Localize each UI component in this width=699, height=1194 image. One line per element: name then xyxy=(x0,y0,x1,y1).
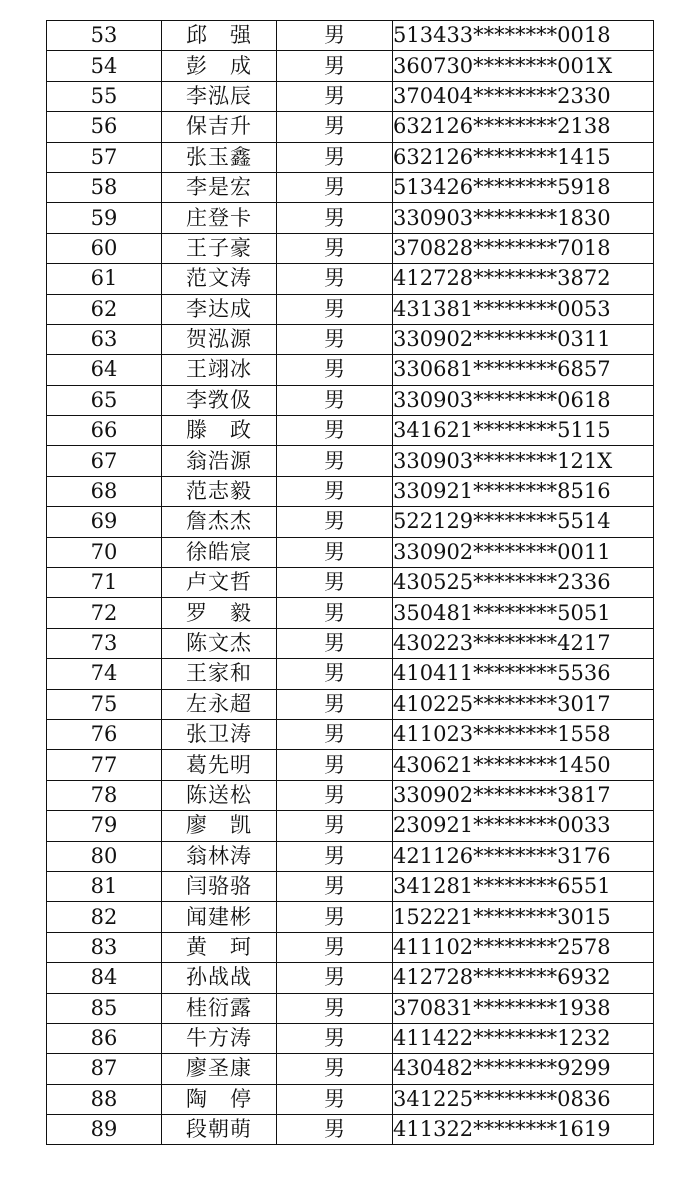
row-name: 牛方涛 xyxy=(162,1023,277,1053)
table-row xyxy=(47,719,654,749)
table-row xyxy=(47,537,654,567)
row-name: 翁林涛 xyxy=(162,841,277,871)
row-name: 陶 停 xyxy=(162,1084,277,1114)
row-gender: 男 xyxy=(277,172,393,202)
table-row xyxy=(47,628,654,658)
row-gender: 男 xyxy=(277,537,393,567)
table-row xyxy=(47,750,654,780)
row-id-number: 341621********5115 xyxy=(393,416,654,446)
row-id-number: 430621********1450 xyxy=(393,750,654,780)
row-name: 李是宏 xyxy=(162,172,277,202)
row-id-number: 412728********3872 xyxy=(393,264,654,294)
row-gender: 男 xyxy=(277,780,393,810)
row-name: 孙战战 xyxy=(162,963,277,993)
row-name: 范文涛 xyxy=(162,264,277,294)
row-id-number: 341281********6551 xyxy=(393,871,654,901)
row-gender: 男 xyxy=(277,719,393,749)
table-row xyxy=(47,659,654,689)
row-number: 71 xyxy=(47,568,162,598)
table-row xyxy=(47,841,654,871)
table-row xyxy=(47,811,654,841)
table-row xyxy=(47,1023,654,1053)
row-name: 桂衍露 xyxy=(162,993,277,1023)
row-id-number: 370831********1938 xyxy=(393,993,654,1023)
row-number: 63 xyxy=(47,324,162,354)
table-row xyxy=(47,1054,654,1084)
row-number: 83 xyxy=(47,932,162,962)
row-name: 葛先明 xyxy=(162,750,277,780)
row-id-number: 411102********2578 xyxy=(393,932,654,962)
row-number: 64 xyxy=(47,355,162,385)
row-gender: 男 xyxy=(277,598,393,628)
row-number: 82 xyxy=(47,902,162,932)
row-name: 庄登卡 xyxy=(162,203,277,233)
row-number: 57 xyxy=(47,142,162,172)
row-gender: 男 xyxy=(277,871,393,901)
row-name: 左永超 xyxy=(162,689,277,719)
row-name: 翁浩源 xyxy=(162,446,277,476)
row-id-number: 513433********0018 xyxy=(393,21,654,51)
row-number: 86 xyxy=(47,1023,162,1053)
row-number: 66 xyxy=(47,416,162,446)
table-row xyxy=(47,355,654,385)
table-row xyxy=(47,993,654,1023)
row-id-number: 330903********1830 xyxy=(393,203,654,233)
row-id-number: 430223********4217 xyxy=(393,628,654,658)
row-name: 陈文杰 xyxy=(162,628,277,658)
roster-body xyxy=(47,21,654,1145)
row-gender: 男 xyxy=(277,264,393,294)
row-name: 黄 珂 xyxy=(162,932,277,962)
row-gender: 男 xyxy=(277,324,393,354)
row-number: 87 xyxy=(47,1054,162,1084)
row-id-number: 522129********5514 xyxy=(393,507,654,537)
row-gender: 男 xyxy=(277,750,393,780)
row-name: 陈送松 xyxy=(162,780,277,810)
row-id-number: 330903********0618 xyxy=(393,385,654,415)
table-row xyxy=(47,507,654,537)
row-gender: 男 xyxy=(277,416,393,446)
row-id-number: 632126********2138 xyxy=(393,112,654,142)
row-name: 李达成 xyxy=(162,294,277,324)
row-gender: 男 xyxy=(277,811,393,841)
row-number: 58 xyxy=(47,172,162,202)
table-row xyxy=(47,780,654,810)
row-gender: 男 xyxy=(277,963,393,993)
table-row xyxy=(47,264,654,294)
row-name: 闫骆骆 xyxy=(162,871,277,901)
row-name: 罗 毅 xyxy=(162,598,277,628)
row-name: 贺泓源 xyxy=(162,324,277,354)
row-number: 59 xyxy=(47,203,162,233)
row-name: 徐皓宸 xyxy=(162,537,277,567)
table-row xyxy=(47,871,654,901)
row-number: 85 xyxy=(47,993,162,1023)
row-id-number: 513426********5918 xyxy=(393,172,654,202)
roster-table xyxy=(46,20,654,1145)
row-number: 60 xyxy=(47,233,162,263)
table-row xyxy=(47,902,654,932)
row-id-number: 632126********1415 xyxy=(393,142,654,172)
row-id-number: 350481********5051 xyxy=(393,598,654,628)
row-number: 65 xyxy=(47,385,162,415)
table-row xyxy=(47,233,654,263)
table-row xyxy=(47,689,654,719)
row-gender: 男 xyxy=(277,112,393,142)
row-name: 滕 政 xyxy=(162,416,277,446)
row-gender: 男 xyxy=(277,568,393,598)
row-number: 81 xyxy=(47,871,162,901)
row-gender: 男 xyxy=(277,21,393,51)
row-number: 88 xyxy=(47,1084,162,1114)
row-name: 李泓辰 xyxy=(162,81,277,111)
table-row xyxy=(47,963,654,993)
row-id-number: 341225********0836 xyxy=(393,1084,654,1114)
row-number: 74 xyxy=(47,659,162,689)
row-id-number: 230921********0033 xyxy=(393,811,654,841)
row-id-number: 421126********3176 xyxy=(393,841,654,871)
row-gender: 男 xyxy=(277,142,393,172)
row-number: 70 xyxy=(47,537,162,567)
row-gender: 男 xyxy=(277,993,393,1023)
table-row xyxy=(47,568,654,598)
table-row xyxy=(47,324,654,354)
row-name: 王翊冰 xyxy=(162,355,277,385)
row-name: 张卫涛 xyxy=(162,719,277,749)
row-name: 廖 凯 xyxy=(162,811,277,841)
row-name: 李敩伋 xyxy=(162,385,277,415)
row-gender: 男 xyxy=(277,659,393,689)
row-number: 72 xyxy=(47,598,162,628)
row-number: 56 xyxy=(47,112,162,142)
table-row xyxy=(47,21,654,51)
row-number: 79 xyxy=(47,811,162,841)
row-id-number: 330921********8516 xyxy=(393,476,654,506)
row-id-number: 411023********1558 xyxy=(393,719,654,749)
row-gender: 男 xyxy=(277,1115,393,1145)
table-row xyxy=(47,1084,654,1114)
row-number: 80 xyxy=(47,841,162,871)
table-row xyxy=(47,476,654,506)
row-id-number: 330902********0311 xyxy=(393,324,654,354)
row-number: 67 xyxy=(47,446,162,476)
row-gender: 男 xyxy=(277,476,393,506)
row-number: 69 xyxy=(47,507,162,537)
row-gender: 男 xyxy=(277,507,393,537)
row-gender: 男 xyxy=(277,689,393,719)
row-gender: 男 xyxy=(277,1054,393,1084)
table-row xyxy=(47,51,654,81)
table-row xyxy=(47,446,654,476)
row-id-number: 411322********1619 xyxy=(393,1115,654,1145)
row-number: 78 xyxy=(47,780,162,810)
row-gender: 男 xyxy=(277,81,393,111)
row-id-number: 430482********9299 xyxy=(393,1054,654,1084)
row-number: 53 xyxy=(47,21,162,51)
row-name: 詹杰杰 xyxy=(162,507,277,537)
table-row xyxy=(47,112,654,142)
row-name: 卢文哲 xyxy=(162,568,277,598)
table-row xyxy=(47,294,654,324)
row-gender: 男 xyxy=(277,51,393,81)
row-name: 王家和 xyxy=(162,659,277,689)
row-number: 76 xyxy=(47,719,162,749)
row-gender: 男 xyxy=(277,294,393,324)
row-id-number: 430525********2336 xyxy=(393,568,654,598)
row-id-number: 370828********7018 xyxy=(393,233,654,263)
row-number: 54 xyxy=(47,51,162,81)
table-row xyxy=(47,81,654,111)
row-name: 王子豪 xyxy=(162,233,277,263)
row-gender: 男 xyxy=(277,628,393,658)
row-id-number: 152221********3015 xyxy=(393,902,654,932)
row-number: 68 xyxy=(47,476,162,506)
row-id-number: 360730********001X xyxy=(393,51,654,81)
row-name: 段朝萌 xyxy=(162,1115,277,1145)
table-row xyxy=(47,932,654,962)
row-id-number: 330903********121X xyxy=(393,446,654,476)
row-number: 89 xyxy=(47,1115,162,1145)
row-name: 邱 强 xyxy=(162,21,277,51)
row-number: 84 xyxy=(47,963,162,993)
row-gender: 男 xyxy=(277,932,393,962)
row-gender: 男 xyxy=(277,233,393,263)
row-number: 62 xyxy=(47,294,162,324)
row-number: 75 xyxy=(47,689,162,719)
row-name: 范志毅 xyxy=(162,476,277,506)
row-id-number: 411422********1232 xyxy=(393,1023,654,1053)
row-id-number: 330902********0011 xyxy=(393,537,654,567)
row-gender: 男 xyxy=(277,446,393,476)
row-name: 廖圣康 xyxy=(162,1054,277,1084)
table-row xyxy=(47,1115,654,1145)
table-row xyxy=(47,598,654,628)
table-row xyxy=(47,416,654,446)
row-gender: 男 xyxy=(277,385,393,415)
row-id-number: 370404********2330 xyxy=(393,81,654,111)
row-gender: 男 xyxy=(277,841,393,871)
row-id-number: 330902********3817 xyxy=(393,780,654,810)
row-id-number: 412728********6932 xyxy=(393,963,654,993)
row-number: 61 xyxy=(47,264,162,294)
row-name: 闻建彬 xyxy=(162,902,277,932)
row-gender: 男 xyxy=(277,902,393,932)
row-name: 张玉鑫 xyxy=(162,142,277,172)
row-id-number: 431381********0053 xyxy=(393,294,654,324)
row-name: 保吉升 xyxy=(162,112,277,142)
row-gender: 男 xyxy=(277,355,393,385)
row-number: 77 xyxy=(47,750,162,780)
table-row xyxy=(47,385,654,415)
row-number: 55 xyxy=(47,81,162,111)
row-id-number: 410411********5536 xyxy=(393,659,654,689)
table-row xyxy=(47,203,654,233)
row-gender: 男 xyxy=(277,203,393,233)
row-gender: 男 xyxy=(277,1023,393,1053)
row-id-number: 410225********3017 xyxy=(393,689,654,719)
table-row xyxy=(47,142,654,172)
table-row xyxy=(47,172,654,202)
row-number: 73 xyxy=(47,628,162,658)
row-id-number: 330681********6857 xyxy=(393,355,654,385)
row-gender: 男 xyxy=(277,1084,393,1114)
row-name: 彭 成 xyxy=(162,51,277,81)
